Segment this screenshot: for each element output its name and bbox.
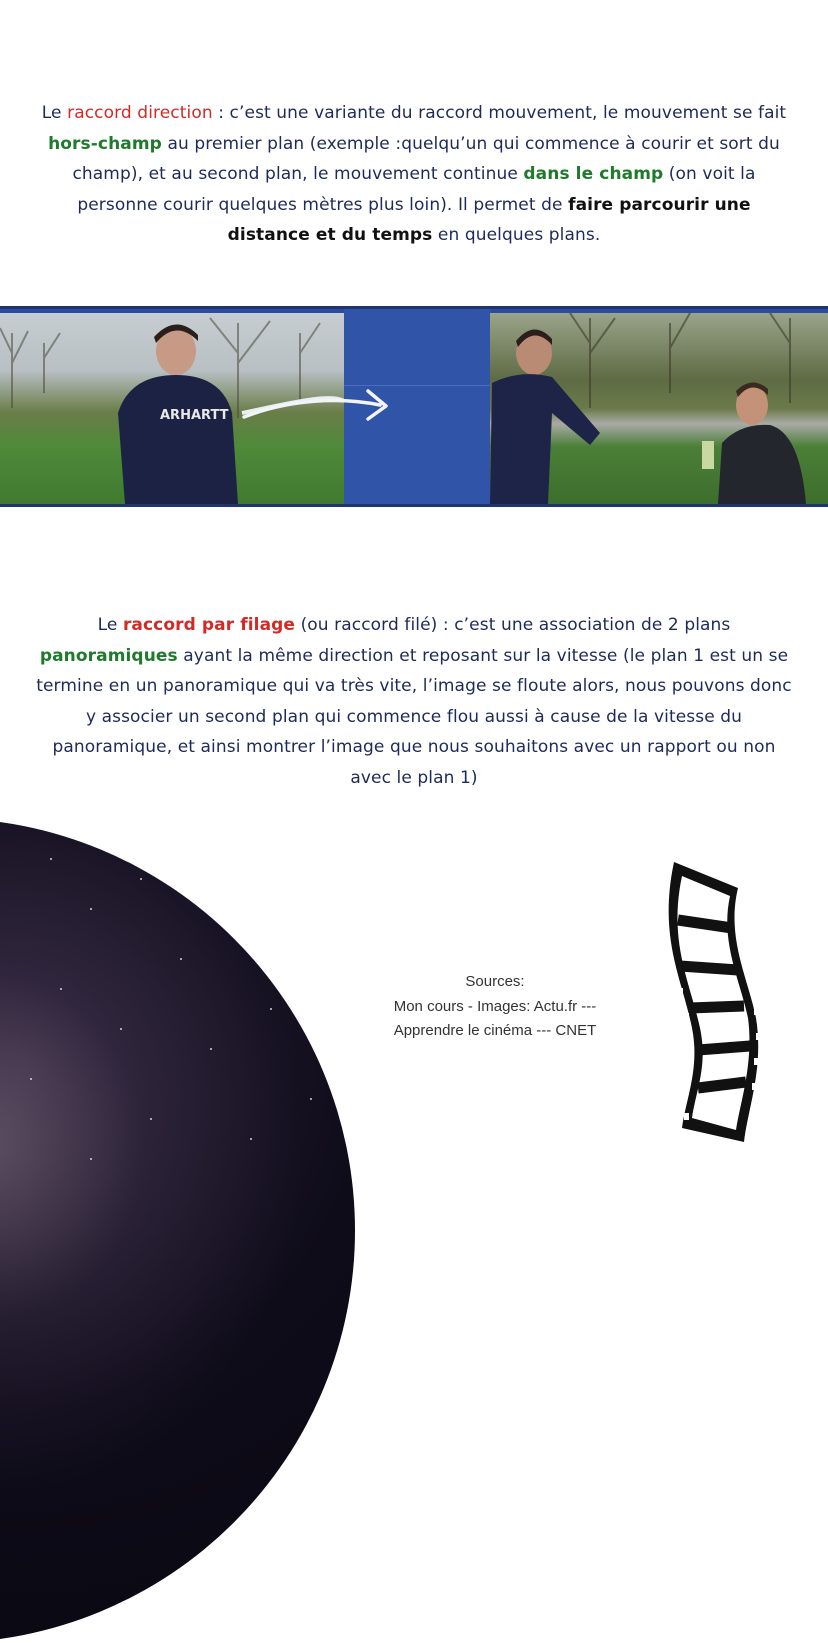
text: en quelques plans.: [432, 225, 601, 245]
sources-line: Apprendre le cinéma --- CNET: [393, 1022, 597, 1039]
text: au premier plan (exemple :quelqu’un qui commence à courir et sort du champ), et au second plan, le mouvement continue: [72, 133, 780, 184]
film-strip-icon: [652, 858, 764, 1148]
text: Le: [97, 615, 123, 635]
sources-block: [370, 970, 620, 1044]
example-image-strip: [0, 306, 828, 507]
term-dans-le-champ: dans le champ: [523, 164, 664, 184]
term-hors-champ: hors-champ: [48, 133, 162, 154]
shirt-text: ARHARTT: [160, 408, 229, 423]
arrow-icon: [240, 369, 400, 429]
text: : c’est une variante du raccord mouvement, le mouvement se fait: [212, 103, 787, 123]
term-raccord-direction: raccord direction: [67, 103, 213, 123]
frame-2-scene: [490, 313, 828, 504]
term-raccord-par-filage: raccord par filage: [122, 615, 296, 635]
text: Le: [41, 103, 68, 123]
term-faire-parcourir: faire parcourir une distance et du temps: [227, 194, 751, 245]
text: ayant la même direction et reposant sur la vitesse (le plan 1 est un se termine en un panoramique qui va très vite, l’image se floute alors, nous pouvons donc y associer un second plan qui commence flou aussi à cause de la vitesse du panoramique, et ainsi montrer l’image que nous souhaitons avec un rapport ou non avec le plan 1): [36, 645, 792, 788]
frame-2-image: [490, 313, 828, 504]
starry-sky-image: [0, 818, 355, 1643]
sources-line: Mon cours - Images: Actu.fr ---: [393, 997, 597, 1015]
term-panoramiques: panoramiques: [39, 645, 178, 666]
text: (on voit la personne courir quelques mètres plus loin). Il permet de: [77, 164, 756, 215]
paragraph-raccord-par-filage: [30, 610, 798, 793]
paragraph-raccord-direction: [40, 98, 788, 251]
sources-heading: Sources:: [465, 973, 525, 990]
text: (ou raccord filé) : c’est une association de 2 plans: [295, 615, 731, 635]
